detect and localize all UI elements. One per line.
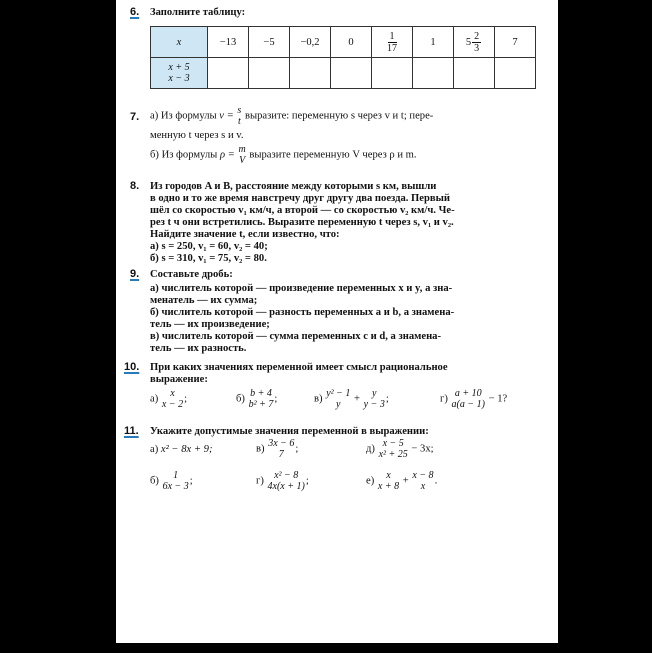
task-11-item-a: а) x² − 8x + 9; bbox=[150, 444, 213, 455]
task-11-item-g: г) x² − 8 4x(x + 1) ; bbox=[256, 470, 309, 492]
task-9-line: тель — их разность. bbox=[150, 343, 247, 354]
task-9-line: менатель — их сумма; bbox=[150, 295, 258, 306]
task-11-item-b: б) 1 6x − 3 ; bbox=[150, 470, 193, 492]
task-8-line: рез t ч они встретились. Выразите переменную t через s, v₁ и v₂. bbox=[150, 217, 454, 228]
task-10-item-a: а) x x − 2 ; bbox=[150, 388, 188, 410]
task-9-line: Составьте дробь: bbox=[150, 269, 233, 280]
table-cell bbox=[290, 58, 331, 89]
task-9-line: а) числитель которой — произведение переменных x и y, а зна- bbox=[150, 283, 453, 294]
task-10-item-g: г) a + 10 a(a − 1) − 1? bbox=[440, 388, 508, 410]
task-9-line: тель — их произведение; bbox=[150, 319, 270, 330]
task-10-item-b: б) b + 4 b² + 7 ; bbox=[236, 388, 278, 410]
task-8-number: 8. bbox=[130, 180, 140, 192]
table-cell: $\frac{1}{17}$ bbox=[372, 27, 413, 58]
table-cell: x bbox=[151, 27, 208, 58]
task-9-number: 9. bbox=[130, 268, 140, 280]
table-cell: 0 bbox=[331, 27, 372, 58]
textbook-page bbox=[116, 0, 558, 643]
task-8-line: Из городов A и B, расстояние между которыми s км, вышли bbox=[150, 181, 437, 192]
task-11-item-e: е) x x + 8 + x − 8 x . bbox=[366, 470, 438, 492]
table-cell: 5 $\frac{2}{3}$ bbox=[454, 27, 495, 58]
task-11-item-v: в) 3x − 6 7 ; bbox=[256, 438, 299, 460]
task-8-line: а) s = 250, v₁ = 60, v₂ = 40; bbox=[150, 241, 268, 252]
task-10-item-v: в) y² − 1 y + y y − 3 ; bbox=[314, 388, 389, 410]
task-6-number: 6. bbox=[130, 6, 140, 18]
task-8-line: б) s = 310, v₁ = 75, v₂ = 80. bbox=[150, 253, 267, 264]
task-7-line-a: а) Из формулы v = s t выразите: переменную s через v и t; пере- bbox=[150, 105, 434, 127]
task-9-line: б) числитель которой — разность переменных a и b, а знамена- bbox=[150, 307, 455, 318]
task-11-item-d: д) x − 5 x² + 25 − 3x; bbox=[366, 438, 434, 460]
task-7-line-b: б) Из формулы ρ = m V выразите переменную V через ρ и m. bbox=[150, 144, 417, 166]
task-8-line: шёл со скоростью v₁ км/ч, а второй — со скоростью v₂ км/ч. Че- bbox=[150, 205, 455, 216]
table-cell: −13 bbox=[208, 27, 249, 58]
table-row bbox=[151, 27, 536, 58]
table-cell bbox=[249, 58, 290, 89]
table-cell: x + 5 x − 3 bbox=[151, 58, 208, 89]
task-8-line: в одно и то же время навстречу друг другу два поезда. Первый bbox=[150, 193, 450, 204]
task-10-line: выражение: bbox=[150, 374, 208, 385]
task-7-number: 7. bbox=[130, 111, 140, 123]
table-cell bbox=[495, 58, 536, 89]
task-7-line-a2: менную t через s и v. bbox=[150, 130, 244, 141]
table-cell bbox=[208, 58, 249, 89]
table-cell bbox=[454, 58, 495, 89]
task-11-number: 11. bbox=[124, 425, 139, 437]
task-9-line: в) числитель которой — сумма переменных c и d, а знамена- bbox=[150, 331, 441, 342]
task-6-text: Заполните таблицу: bbox=[150, 7, 246, 18]
table-cell: −0,2 bbox=[290, 27, 331, 58]
table-cell bbox=[331, 58, 372, 89]
task-10-number: 10. bbox=[124, 361, 140, 373]
table-cell: −5 bbox=[249, 27, 290, 58]
table-cell bbox=[413, 58, 454, 89]
table-cell: 7 bbox=[495, 27, 536, 58]
table-row bbox=[151, 58, 536, 89]
table-cell bbox=[372, 58, 413, 89]
task-11-text: Укажите допустимые значения переменной в выражении: bbox=[150, 426, 429, 437]
task-10-line: При каких значениях переменной имеет смысл рациональное bbox=[150, 362, 448, 373]
task-8-line: Найдите значение t, если известно, что: bbox=[150, 229, 340, 240]
table-cell: 1 bbox=[413, 27, 454, 58]
values-table bbox=[150, 26, 536, 89]
